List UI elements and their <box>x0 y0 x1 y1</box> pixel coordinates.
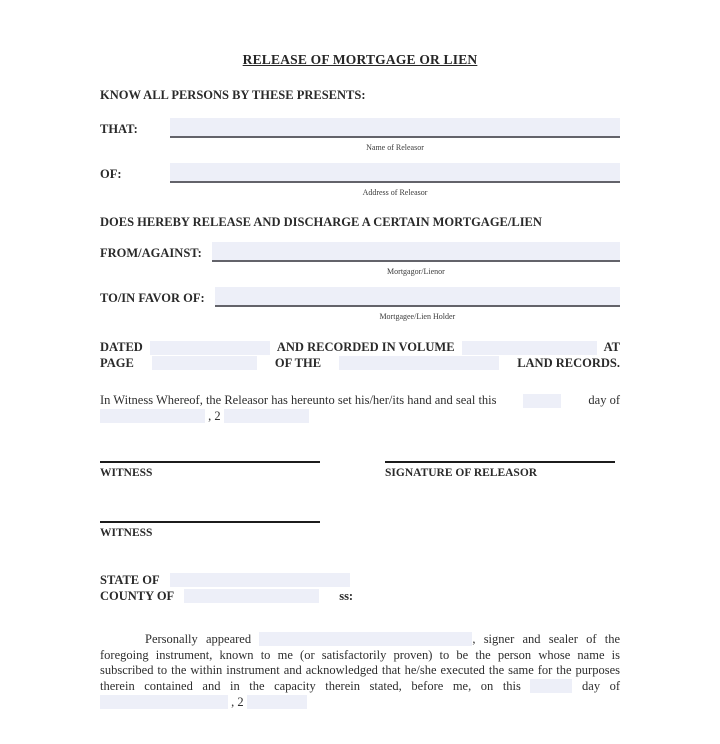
acknowledgment-paragraph <box>100 632 620 694</box>
recording-block <box>100 340 620 371</box>
mortgagee-caption: Mortgagee/Lien Holder <box>379 312 456 321</box>
dated-label: DATED <box>100 340 143 355</box>
to-in-favor-label: TO/IN FAVOR OF: <box>100 291 205 305</box>
notary-month-field[interactable] <box>100 695 228 709</box>
dated-date-field[interactable] <box>150 341 270 355</box>
signature-row-1 <box>100 461 620 481</box>
notary-venue <box>100 572 620 604</box>
witness2-label: WITNESS <box>100 527 153 539</box>
mortgagor-row <box>100 242 620 279</box>
witness1-signature-line[interactable] <box>100 461 320 463</box>
of-the-label: OF THE <box>274 355 322 370</box>
releasor-address-field[interactable] <box>170 163 620 183</box>
appeared-name-field[interactable] <box>259 632 472 646</box>
release-statement: DOES HEREBY RELEASE AND DISCHARGE A CERTAIN MORTGAGE/LIEN <box>100 215 542 229</box>
state-field[interactable] <box>170 573 350 587</box>
state-of-label: STATE OF <box>100 572 160 587</box>
recording-line-2 <box>100 356 620 372</box>
land-records-label: LAND RECORDS. <box>517 355 620 370</box>
mortgagee-field[interactable] <box>215 287 620 307</box>
mortgagor-field[interactable] <box>212 242 620 262</box>
release-of-mortgage-form <box>100 0 620 710</box>
volume-field[interactable] <box>462 341 597 355</box>
at-label: AT <box>603 340 620 355</box>
page-number-field[interactable] <box>152 356 257 370</box>
page-title <box>100 52 620 67</box>
page-title-text: RELEASE OF MORTGAGE OR LIEN <box>242 52 478 67</box>
releasor-signature-line[interactable] <box>385 461 615 463</box>
execution-day-field[interactable] <box>523 394 561 408</box>
execution-month-field[interactable] <box>100 409 205 423</box>
notary-day-of-label: day of <box>582 678 621 693</box>
execution-year-field[interactable] <box>224 409 309 423</box>
of-label: OF: <box>100 167 122 181</box>
witness-day-of-label: day of <box>588 393 620 407</box>
from-against-label: FROM/AGAINST: <box>100 246 202 260</box>
releasor-name-row <box>100 118 620 155</box>
county-field[interactable] <box>184 589 319 603</box>
ss-label: ss: <box>339 588 354 603</box>
releasor-address-row <box>100 163 620 200</box>
that-label: THAT: <box>100 122 138 136</box>
witness-clause <box>100 393 620 424</box>
presents-heading: KNOW ALL PERSONS BY THESE PRESENTS: <box>100 88 366 102</box>
witness2-signature-line[interactable] <box>100 521 320 523</box>
acknowledgment-date-line <box>100 695 620 710</box>
recording-line-1 <box>100 340 620 356</box>
county-of-label: COUNTY OF <box>100 588 175 603</box>
releasor-signature-label: SIGNATURE OF RELEASOR <box>385 467 538 479</box>
notary-year-field[interactable] <box>247 695 307 709</box>
witness-year-prefix: , 2 <box>208 409 221 423</box>
signature-row-2 <box>100 521 620 541</box>
page-label: PAGE <box>100 355 134 370</box>
releasor-address-caption: Address of Releasor <box>362 188 428 197</box>
notary-year-prefix: , 2 <box>231 695 244 709</box>
town-field[interactable] <box>339 356 499 370</box>
witness1-label: WITNESS <box>100 467 153 479</box>
releasor-name-caption: Name of Releasor <box>366 143 424 152</box>
witness-clause-text: In Witness Whereof, the Releasor has hereunto set his/her/its hand and seal this <box>100 393 497 407</box>
mortgagee-row <box>100 287 620 324</box>
releasor-name-field[interactable] <box>170 118 620 138</box>
acknowledgment-body-text: , signer and sealer of the foregoing instrument, known to me (or satisfactorily proven) to be the person whose name is subscribed to the within instrument and acknowledged that he/she executed the same for the purposes therein contained and in the capacity therein stated, before me, on this <box>100 632 620 693</box>
notary-day-field[interactable] <box>530 679 572 693</box>
personally-appeared-label: Personally appeared <box>145 632 252 646</box>
mortgagor-caption: Mortgagor/Lienor <box>387 267 445 276</box>
recorded-volume-label: AND RECORDED IN VOLUME <box>276 340 455 355</box>
